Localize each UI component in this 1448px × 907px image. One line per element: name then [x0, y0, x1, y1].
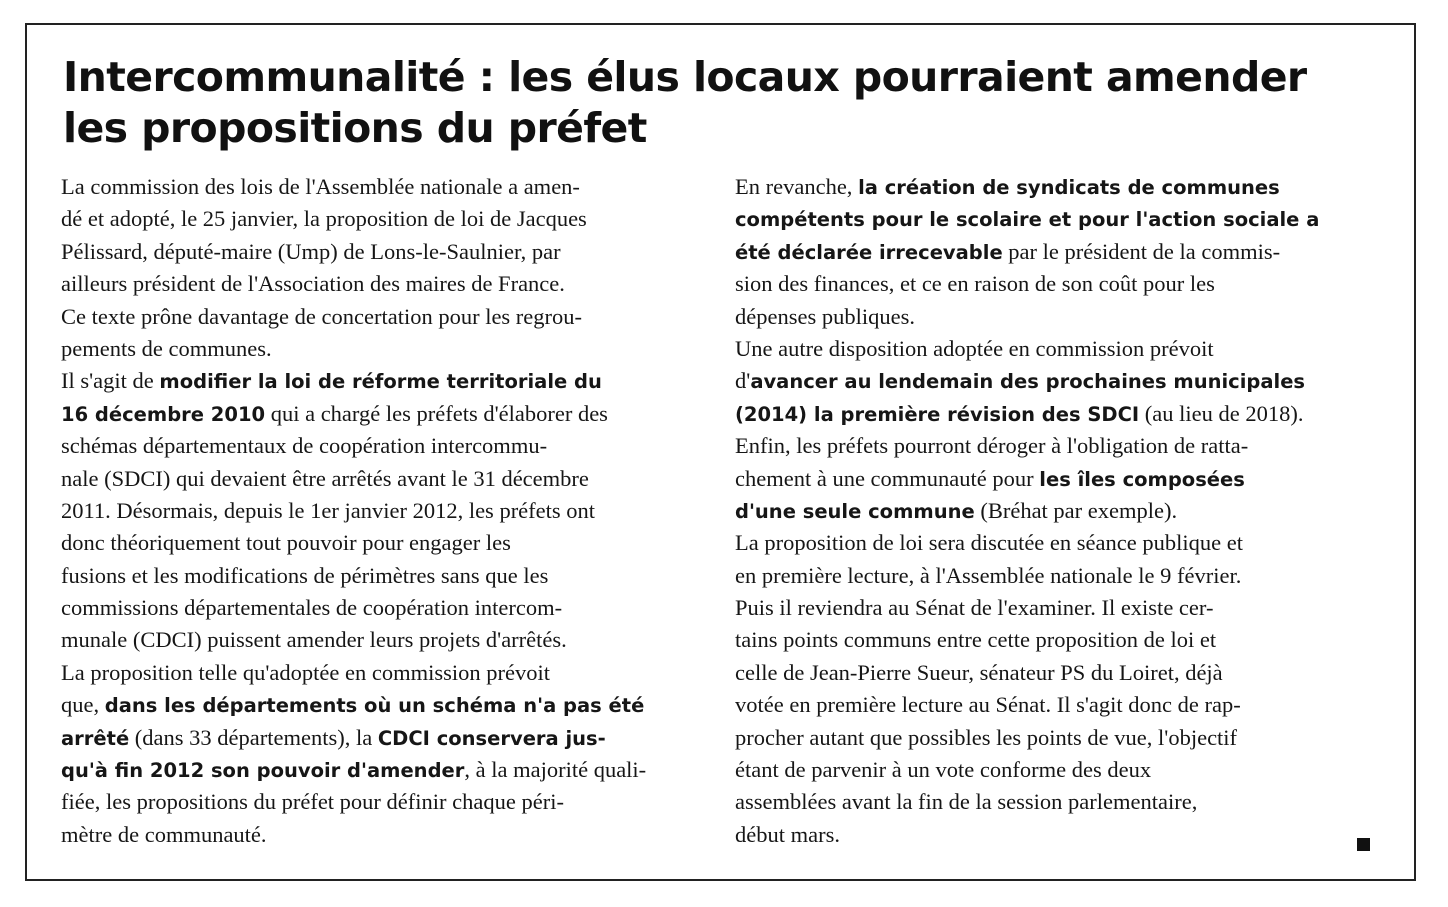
bold-text-run: dans les départements où un schéma n'a pas été: [104, 694, 645, 718]
text-run: fusions et les modifications de périmètres sans que les: [61, 562, 549, 588]
article-text-line: [61, 333, 701, 365]
text-run: ailleurs président de l'Association des maires de France.: [61, 271, 565, 297]
text-run: Ce texte prône davantage de concertation pour les regrou-: [61, 303, 583, 329]
text-run: sion des finances, et ce en raison de son coût pour les: [735, 271, 1215, 297]
article-headline: [63, 52, 1363, 154]
text-run: pements de communes.: [61, 335, 272, 361]
bold-text-run: qu'à fin 2012 son pouvoir d'amender: [61, 759, 465, 783]
article-text-line: [735, 430, 1375, 462]
article-text-line: [61, 819, 701, 851]
article-text-line: [735, 722, 1375, 754]
article-text-line: [61, 203, 701, 235]
article-text-line: [61, 268, 701, 300]
text-run: d': [735, 368, 751, 394]
text-run: dé et adopté, le 25 janvier, la proposition de loi de Jacques: [61, 206, 587, 232]
article-text-line: [735, 365, 1375, 397]
article-text-line: [61, 365, 701, 397]
text-run: dépenses publiques.: [735, 303, 915, 329]
article-text-line: [735, 560, 1375, 592]
bold-text-run: modifier la loi de réforme territoriale du: [159, 370, 602, 394]
text-run: chement à une communauté pour: [735, 465, 1040, 491]
article-text-line: [735, 333, 1375, 365]
article-text-line: [61, 463, 701, 495]
text-run: donc théoriquement tout pouvoir pour engager les: [61, 530, 511, 556]
text-run: Enfin, les préfets pourront déroger à l'obligation de ratta-: [735, 433, 1249, 459]
article-text-line: [735, 495, 1375, 527]
bold-text-run: avancer au lendemain des prochaines municipales: [750, 370, 1306, 394]
article-text-line: [61, 754, 701, 786]
bold-text-run: les îles composées: [1039, 467, 1245, 491]
bold-text-run: d'une seule commune: [735, 499, 975, 523]
article-text-line: [61, 527, 701, 559]
bold-text-run: 16 décembre 2010: [61, 402, 266, 426]
text-run: mètre de communauté.: [61, 821, 267, 847]
text-run: 2011. Désormais, depuis le 1er janvier 2012, les préfets ont: [61, 497, 596, 523]
bold-text-run: été déclarée irrecevable: [735, 240, 1003, 264]
article-text-line: [61, 398, 701, 430]
article-text-line: [735, 624, 1375, 656]
bold-text-run: compétents pour le scolaire et pour l'action sociale a: [735, 208, 1320, 232]
article-text-line: [61, 430, 701, 462]
text-run: que,: [61, 692, 105, 718]
article-column-right: [735, 171, 1375, 851]
article-text-line: [61, 657, 701, 689]
text-run: nale (SDCI) qui devaient être arrêtés avant le 31 décembre: [61, 465, 589, 491]
article-text-line: [61, 689, 701, 721]
text-run: celle de Jean-Pierre Sueur, sénateur PS du Loiret, déjà: [735, 659, 1223, 685]
text-run: (Bréhat par exemple).: [974, 497, 1178, 523]
end-of-article-square-icon: [1357, 838, 1370, 851]
article-text-line: [735, 203, 1375, 235]
text-run: schémas départementaux de coopération intercommu-: [61, 433, 548, 459]
article-text-line: [735, 657, 1375, 689]
bold-text-run: (2014) la première révision des SDCI: [735, 402, 1140, 426]
article-text-line: [61, 624, 701, 656]
bold-text-run: CDCI conservera jus-: [377, 726, 606, 750]
bold-text-run: la création de syndicats de communes: [858, 176, 1280, 199]
text-run: Pélissard, député-maire (Ump) de Lons-le-Saulnier, par: [61, 238, 561, 264]
text-run: par le président de la commis-: [1002, 238, 1281, 264]
article-text-line: [735, 268, 1375, 300]
text-run: Il s'agit de: [61, 368, 160, 394]
article-text-line: [735, 236, 1375, 268]
article-text-line: [735, 527, 1375, 559]
text-run: (dans 33 départements), la: [129, 724, 378, 750]
article-text-line: [61, 301, 701, 333]
article-column-left: [61, 171, 701, 851]
text-run: , à la majorité quali-: [464, 757, 647, 783]
text-run: En revanche,: [735, 174, 859, 199]
text-run: étant de parvenir à un vote conforme des deux: [735, 757, 1152, 783]
article-text-line: [735, 301, 1375, 333]
text-run: votée en première lecture au Sénat. Il s'agit donc de rap-: [735, 692, 1241, 718]
text-run: (au lieu de 2018).: [1139, 400, 1304, 426]
text-run: qui a chargé les préfets d'élaborer des: [265, 400, 608, 426]
text-run: Une autre disposition adoptée en commission prévoit: [735, 335, 1214, 361]
text-run: munale (CDCI) puissent amender leurs projets d'arrêtés.: [61, 627, 567, 653]
article-text-line: [735, 171, 1375, 203]
text-run: fiée, les propositions du préfet pour définir chaque péri-: [61, 789, 564, 815]
text-run: début mars.: [735, 821, 840, 847]
text-run: procher autant que possibles les points de vue, l'objectif: [735, 724, 1238, 750]
text-run: La commission des lois de l'Assemblée nationale a amen-: [61, 174, 580, 199]
article-text-line: [61, 592, 701, 624]
article-text-line: [61, 560, 701, 592]
article-text-line: [735, 786, 1375, 818]
article-text-line: [735, 689, 1375, 721]
article-text-line: [61, 495, 701, 527]
article-text-line: [735, 819, 1375, 851]
text-run: La proposition telle qu'adoptée en commission prévoit: [61, 659, 550, 685]
article-text-line: [735, 754, 1375, 786]
text-run: assemblées avant la fin de la session parlementaire,: [735, 789, 1198, 815]
headline-line-2: les propositions du préfet: [63, 104, 647, 152]
article-text-line: [61, 236, 701, 268]
text-run: commissions départementales de coopération intercom-: [61, 595, 563, 621]
article-text-line: [61, 786, 701, 818]
article-text-line: [735, 463, 1375, 495]
article-text-line: [61, 171, 701, 203]
article-text-line: [735, 398, 1375, 430]
bold-text-run: arrêté: [61, 726, 130, 750]
text-run: La proposition de loi sera discutée en séance publique et: [735, 530, 1243, 556]
text-run: en première lecture, à l'Assemblée nationale le 9 février.: [735, 562, 1242, 588]
headline-line-1: Intercommunalité : les élus locaux pourraient amender: [63, 53, 1307, 101]
text-run: Puis il reviendra au Sénat de l'examiner. Il existe cer-: [735, 595, 1214, 621]
article-text-line: [735, 592, 1375, 624]
text-run: tains points communs entre cette proposition de loi et: [735, 627, 1217, 653]
article-text-line: [61, 722, 701, 754]
